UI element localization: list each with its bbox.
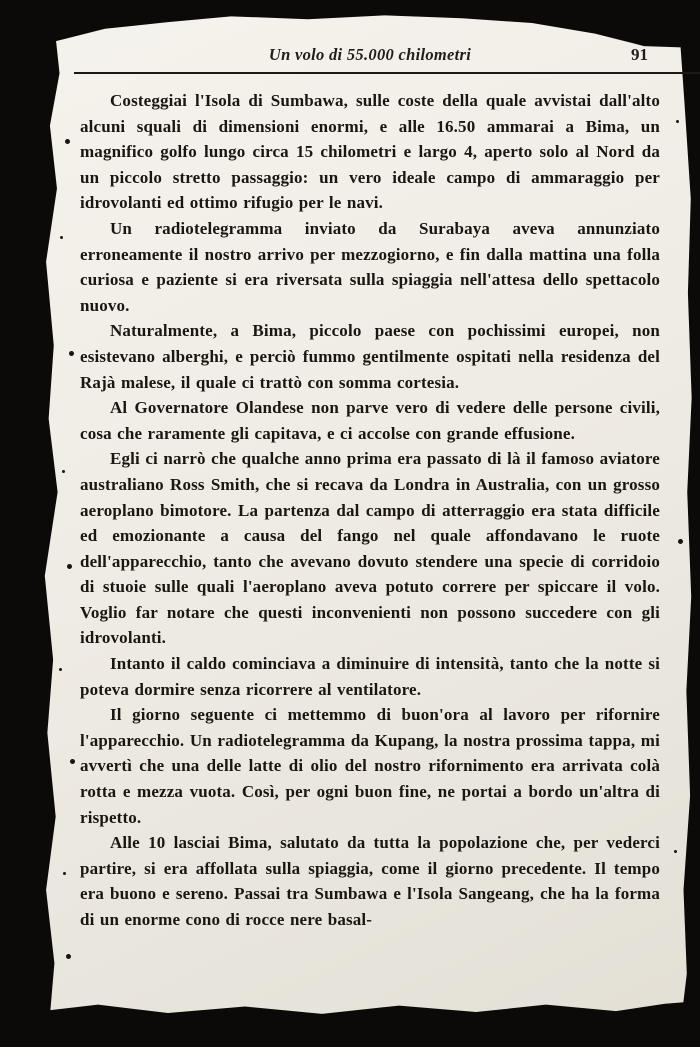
header-rule [74, 72, 700, 74]
paragraph: Un radiotelegramma inviato da Surabaya aveva annunziato erroneamente il nostro arrivo per mezzogiorno, e fin dalla mattina una folla curiosa e paziente si era riversata sulla spiaggia nell'attesa dello spettacolo nuovo. [80, 218, 660, 315]
scan-noise-speckles [0, 0, 3, 3]
paragraph: Egli ci narrò che qualche anno prima era passato di là il famoso aviatore australiano Ross Smith, che si recava da Londra in Australia, con un grosso aeroplano bimotore. La partenza dal campo di atterraggio era stata difficile ed emozionante a causa del fango nel quale affondavano le ruote dell'apparecchio, tanto che avevano dovuto stendere una specie di corridoio di stuoie sulle quali l'aeroplano aveva potuto correre per spiccare il volo. Voglio far notare che questi inconvenienti non possono succedere con gli idrovolanti. [80, 449, 660, 648]
body-text-block [80, 88, 660, 933]
page-number: 91 [631, 45, 648, 64]
paragraph: Il giorno seguente ci mettemmo di buon'ora al lavoro per rifornire l'apparecchio. Un radiotelegramma da Kupang, la nostra prossima tappa, mi avvertì che una delle latte di olio del nostro rifornimento era arrivata colà rotta e mezza vuota. Così, per ogni buon fine, ne portai a bordo un'altra di rispetto. [80, 705, 660, 827]
paragraph: Intanto il caldo cominciava a diminuire di intensità, tanto che la notte si poteva dormire senza ricorrere al ventilatore. [80, 654, 660, 699]
paragraph: Costeggiai l'Isola di Sumbawa, sulle coste della quale avvistai dall'alto alcuni squali di dimensioni enormi, e alle 16.50 ammarai a Bima, un magnifico golfo lungo circa 15 chilometri e largo 4, aperto solo al Nord da un piccolo stretto passaggio: un vero ideale campo di ammaraggio per idrovolanti ed ottimo rifugio per le navi. [80, 91, 660, 213]
page-header [80, 45, 660, 69]
paragraph: Alle 10 lasciai Bima, salutato da tutta la popolazione che, per vederci partire, si era affollata sulla spiaggia, come il giorno precedente. Il tempo era buono e sereno. Passai tra Sumbawa e l'Isola Sangeang, che ha la forma di un enorme cono di rocce nere basal- [80, 833, 660, 929]
paragraph: Naturalmente, a Bima, piccolo paese con pochissimi europei, non esistevano alberghi, e perciò fummo gentilmente ospitati nella residenza del Rajà malese, il quale ci trattò con somma cortesia. [80, 321, 660, 392]
running-head-title: Un volo di 55.000 chilometri [268, 45, 472, 64]
paragraph: Al Governatore Olandese non parve vero di vedere delle persone civili, cosa che raramente gli capitava, e ci accolse con grande effusione. [80, 398, 660, 443]
